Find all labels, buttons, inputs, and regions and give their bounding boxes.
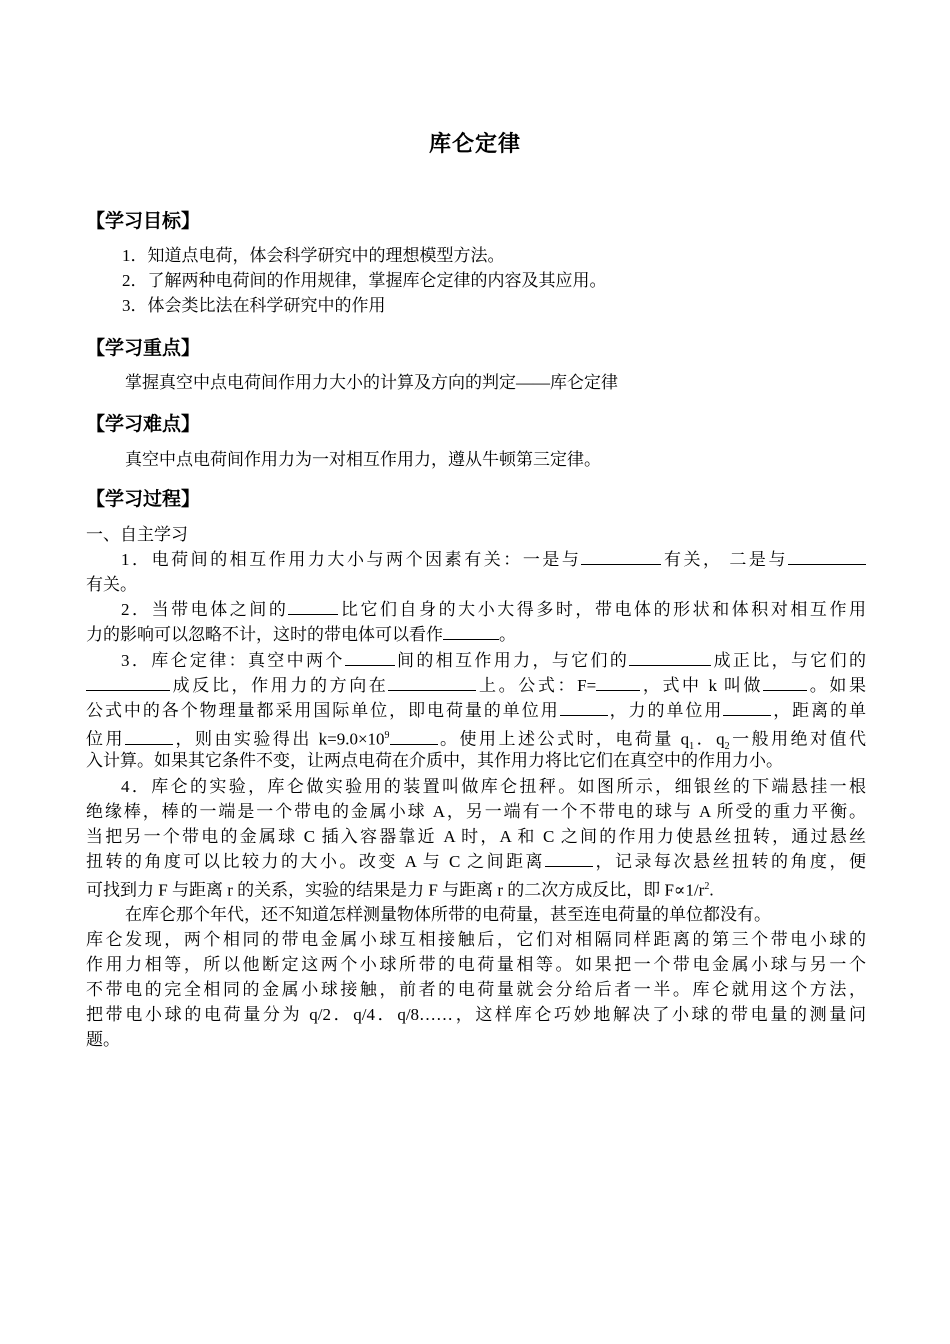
goal-item-2: 2．了解两种电荷间的作用规律，掌握库仑定律的内容及其应用。 xyxy=(122,271,607,290)
question-3-text-f: ，式中 k 叫做 xyxy=(640,676,764,695)
question-3-text-a: 3．库仑定律：真空中两个 xyxy=(121,651,345,670)
question-2-text-c: 力的影响可以忽略不计，这时的带电体可以看作 xyxy=(86,625,443,644)
goal-item-3: 3．体会类比法在科学研究中的作用 xyxy=(122,296,386,315)
difficulties-heading: 【学习难点】 xyxy=(86,413,201,435)
paragraph-line-4: 不带电的完全相同的金属小球接触，前者的电荷量就会分给后者一半。库仑就用这个方法， xyxy=(86,980,866,999)
question-4-line-2: 绝缘棒，棒的一端是一个带电的金属小球 A，另一端有一个不带电的球与 A 所受的重力平衡。 xyxy=(86,802,866,821)
paragraph-line-2: 库仑发现，两个相同的带电金属小球互相接触后，它们对相隔同样距离的第三个带电小球的 xyxy=(86,930,866,949)
answer-blank[interactable] xyxy=(788,547,866,565)
answer-blank[interactable] xyxy=(345,648,395,666)
question-3-line-2 xyxy=(86,673,866,698)
question-3-text-h: 公式中的各个物理量都采用国际单位，即电荷量的单位用 xyxy=(86,701,560,720)
exponent: 2 xyxy=(704,881,710,892)
question-4-text-b: ，记录每次悬丝扭转的角度，便 xyxy=(593,852,866,871)
question-1-line-1 xyxy=(121,547,866,572)
exponent: 9 xyxy=(384,730,390,741)
question-3-text-d: 成反比，作用力的方向在 xyxy=(170,676,389,695)
answer-blank[interactable] xyxy=(763,673,807,691)
question-2-text-d: 。 xyxy=(499,625,516,644)
question-3-text-i: ，力的单位用 xyxy=(607,701,724,720)
question-4-text-a: 扭转的角度可以比较力的大小。改变 A 与 C 之间距离 xyxy=(86,852,546,871)
question-3-text-m: 。使用上述公式时，电荷量 q xyxy=(437,729,690,749)
question-3-text-g: 。如果 xyxy=(807,676,867,695)
question-3-text-b: 间的相互作用力，与它们的 xyxy=(394,651,630,670)
question-3-text-l: ，则由实验得出 k=9.0×10 xyxy=(172,729,385,749)
question-4-line-4 xyxy=(86,849,866,874)
question-1-text-b: 有关， 二是与 xyxy=(661,550,788,569)
question-3-text-n: ．q xyxy=(694,729,725,749)
paragraph-line-1: 在库仑那个年代，还不知道怎样测量物体所带的电荷量，甚至连电荷量的单位都没有。 xyxy=(125,905,771,924)
answer-blank[interactable] xyxy=(596,673,640,691)
key-points-heading: 【学习重点】 xyxy=(86,337,201,359)
answer-blank[interactable] xyxy=(560,698,608,716)
answer-blank[interactable] xyxy=(390,727,438,745)
question-3-line-5: 入计算。如果其它条件不变，让两点电荷在介质中，其作用力将比它们在真空中的作用力小。 xyxy=(86,751,783,770)
question-4-line-3: 当把另一个带电的金属球 C 插入容器靠近 A 时，A 和 C 之间的作用力使悬丝扭转，通过悬丝 xyxy=(86,827,866,846)
answer-blank[interactable] xyxy=(723,698,771,716)
question-3-text-c: 成正比，与它们的 xyxy=(711,651,867,670)
paragraph-line-5: 把带电小球的电荷量分为 q/2．q/4．q/8……，这样库仑巧妙地解决了小球的带电量的测量问 xyxy=(86,1005,866,1024)
subscript: 2 xyxy=(724,741,730,753)
answer-blank[interactable] xyxy=(545,849,593,867)
question-3-text-k: 位用 xyxy=(86,729,125,749)
section-title: 一、自主学习 xyxy=(86,525,188,544)
question-4-line-5 xyxy=(86,874,714,903)
goals-heading: 【学习目标】 xyxy=(86,210,201,232)
subscript: 1 xyxy=(689,741,695,753)
question-4-text-d: . xyxy=(709,880,714,900)
question-3-text-j: ，距离的单 xyxy=(771,701,867,720)
question-2-line-2 xyxy=(86,622,516,647)
answer-blank[interactable] xyxy=(443,622,499,640)
question-2-line-1 xyxy=(121,597,866,622)
question-3-text-e: 上。公式：F= xyxy=(476,676,597,695)
question-4-text-c: 可找到力 F 与距离 r 的关系，实验的结果是力 F 与距离 r 的二次方成反比，即 F∝1/r xyxy=(86,880,705,900)
answer-blank[interactable] xyxy=(288,597,338,615)
answer-blank[interactable] xyxy=(629,648,711,666)
question-2-text-a: 2．当带电体之间的 xyxy=(121,600,289,619)
goal-item-1: 1．知道点电荷，体会科学研究中的理想模型方法。 xyxy=(122,246,505,265)
question-1-text-a: 1．电荷间的相互作用力大小与两个因素有关：一是与 xyxy=(121,550,582,569)
process-heading: 【学习过程】 xyxy=(86,488,201,510)
key-points-text: 掌握真空中点电荷间作用力大小的计算及方向的判定——库仑定律 xyxy=(125,373,618,392)
question-3-line-1 xyxy=(121,648,866,673)
answer-blank[interactable] xyxy=(581,547,661,565)
question-4-line-1: 4．库仑的实验，库仑做实验用的装置叫做库仑扭秤。如图所示，细银丝的下端悬挂一根 xyxy=(121,777,866,796)
paragraph-line-6: 题。 xyxy=(86,1030,120,1049)
question-3-line-3 xyxy=(86,698,866,723)
question-3-text-o: 一般用绝对值代 xyxy=(729,729,867,749)
answer-blank[interactable] xyxy=(86,673,170,691)
difficulties-text: 真空中点电荷间作用力为一对相互作用力，遵从牛顿第三定律。 xyxy=(125,450,601,469)
paragraph-line-3: 作用力相等，所以他断定这两个小球所带的电荷量相等。如果把一个带电金属小球与另一个 xyxy=(86,955,866,974)
answer-blank[interactable] xyxy=(125,727,173,745)
answer-blank[interactable] xyxy=(388,673,476,691)
question-2-text-b: 比它们自身的大小大得多时，带电体的形状和体积对相互作用 xyxy=(338,600,866,619)
page-title: 库仑定律 xyxy=(428,132,521,157)
question-1-line-2: 有关。 xyxy=(86,575,137,594)
